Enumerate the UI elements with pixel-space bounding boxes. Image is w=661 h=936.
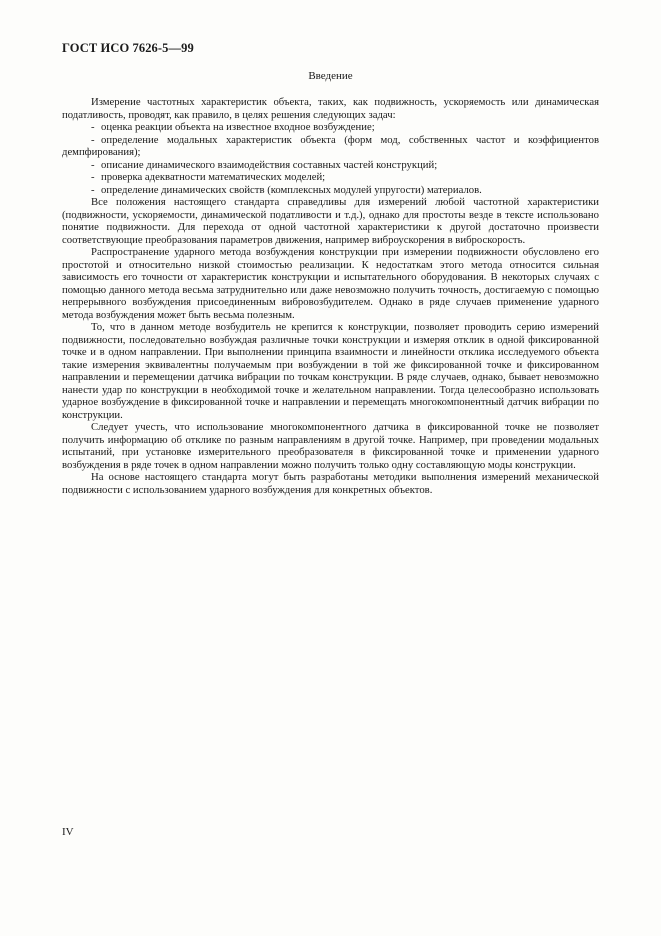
- paragraph-reciprocity: То, что в данном методе возбудитель не крепится к конструкции, позволяет проводить серию измерений подвижности, последовательно возбуждая различные точки конструкции и измеряя отклик в одной фиксированной точке и в одном направлении. При выполнении принципа взаимности и линейности отклика исследуемого объекта такие измерения эквивалентны получаемым при возбуждении в той же фиксированной точке и фиксированном направлении и перемещении датчика вибрации по точкам конструкции. В ряде случаев, однако, бывает невозможно нанести удар по конструкции в необходимой точке и желательном направлении. Тогда целесообразно использовать ударное возбуждение в фиксированной точке и направлении и перемещать многокомпонентный датчик вибрации по конструкции.: [62, 321, 599, 421]
- task-list-item: [62, 134, 599, 159]
- page-number: IV: [62, 826, 74, 838]
- dash-marker: -: [91, 133, 95, 146]
- task-text: определение модальных характеристик объекта (форм мод, собственных частот и коэффициентов демпфирования);: [62, 133, 599, 158]
- section-title: Введение: [308, 70, 353, 82]
- task-text: описание динамического взаимодействия составных частей конструкций;: [101, 158, 438, 171]
- dash-marker: -: [91, 171, 95, 183]
- paragraph-impact-method: Распространение ударного метода возбуждения конструкции при измерении подвижности обусловлено его простотой и относительно низкой стоимостью реализации. К недостаткам этого метода относится сильная зависимость его точности от характеристик конструкции и испытательного оборудования. В некоторых случаях с помощью данного метода весьма затруднительно или даже невозможно получить точность, достигаемую с помощью непрерывного возбуждения присоединенным вибровозбудителем. Однако в ряде случаев применение ударного метода возбуждения может быть весьма полезным.: [62, 246, 599, 321]
- task-list-item: [62, 159, 599, 172]
- task-text: оценка реакции объекта на известное входное возбуждение;: [101, 121, 375, 133]
- paragraph-methodology: На основе настоящего стандарта могут быть разработаны методики выполнения измерений механической подвижности с использованием ударного возбуждения для конкретных объектов.: [62, 471, 599, 496]
- task-list-item: [62, 184, 599, 197]
- intro-paragraph: Измерение частотных характеристик объекта, таких, как подвижность, ускоряемость или динамическая податливость, проводят, как правило, в целях решения следующих задач:: [62, 96, 599, 121]
- dash-marker: -: [91, 121, 95, 133]
- task-text: определение динамических свойств (комплексных модулей упругости) материалов.: [101, 183, 482, 196]
- task-list-item: [62, 171, 599, 184]
- document-id-header: ГОСТ ИСО 7626-5—99: [62, 41, 194, 55]
- body-text: [62, 96, 599, 496]
- task-text: проверка адекватности математических моделей;: [101, 171, 326, 183]
- dash-marker: -: [91, 183, 95, 196]
- task-list: [62, 121, 599, 196]
- dash-marker: -: [91, 158, 95, 171]
- paragraph-multicomponent: Следует учесть, что использование многокомпонентного датчика в фиксированной точке не позволяет получить информацию об отклике по разным направлениям в другой точке. Например, при проведении модальных испытаний, при установке измерительного преобразователя в фиксированной точке и применении ударного возбуждения в ряде точек в одном направлении можно получить только одну составляющую моды конструкции.: [62, 421, 599, 471]
- paragraph-scope: Все положения настоящего стандарта справедливы для измерений любой частотной характеристики (подвижности, ускоряемости, динамической податливости и т.д.), однако для простоты везде в тексте использовано понятие подвижности. Для перехода от одной частотной характеристики к другой достаточно произвести соответствующие преобразования параметров движения, например виброускорения в виброскорость.: [62, 196, 599, 246]
- task-list-item: [62, 121, 599, 134]
